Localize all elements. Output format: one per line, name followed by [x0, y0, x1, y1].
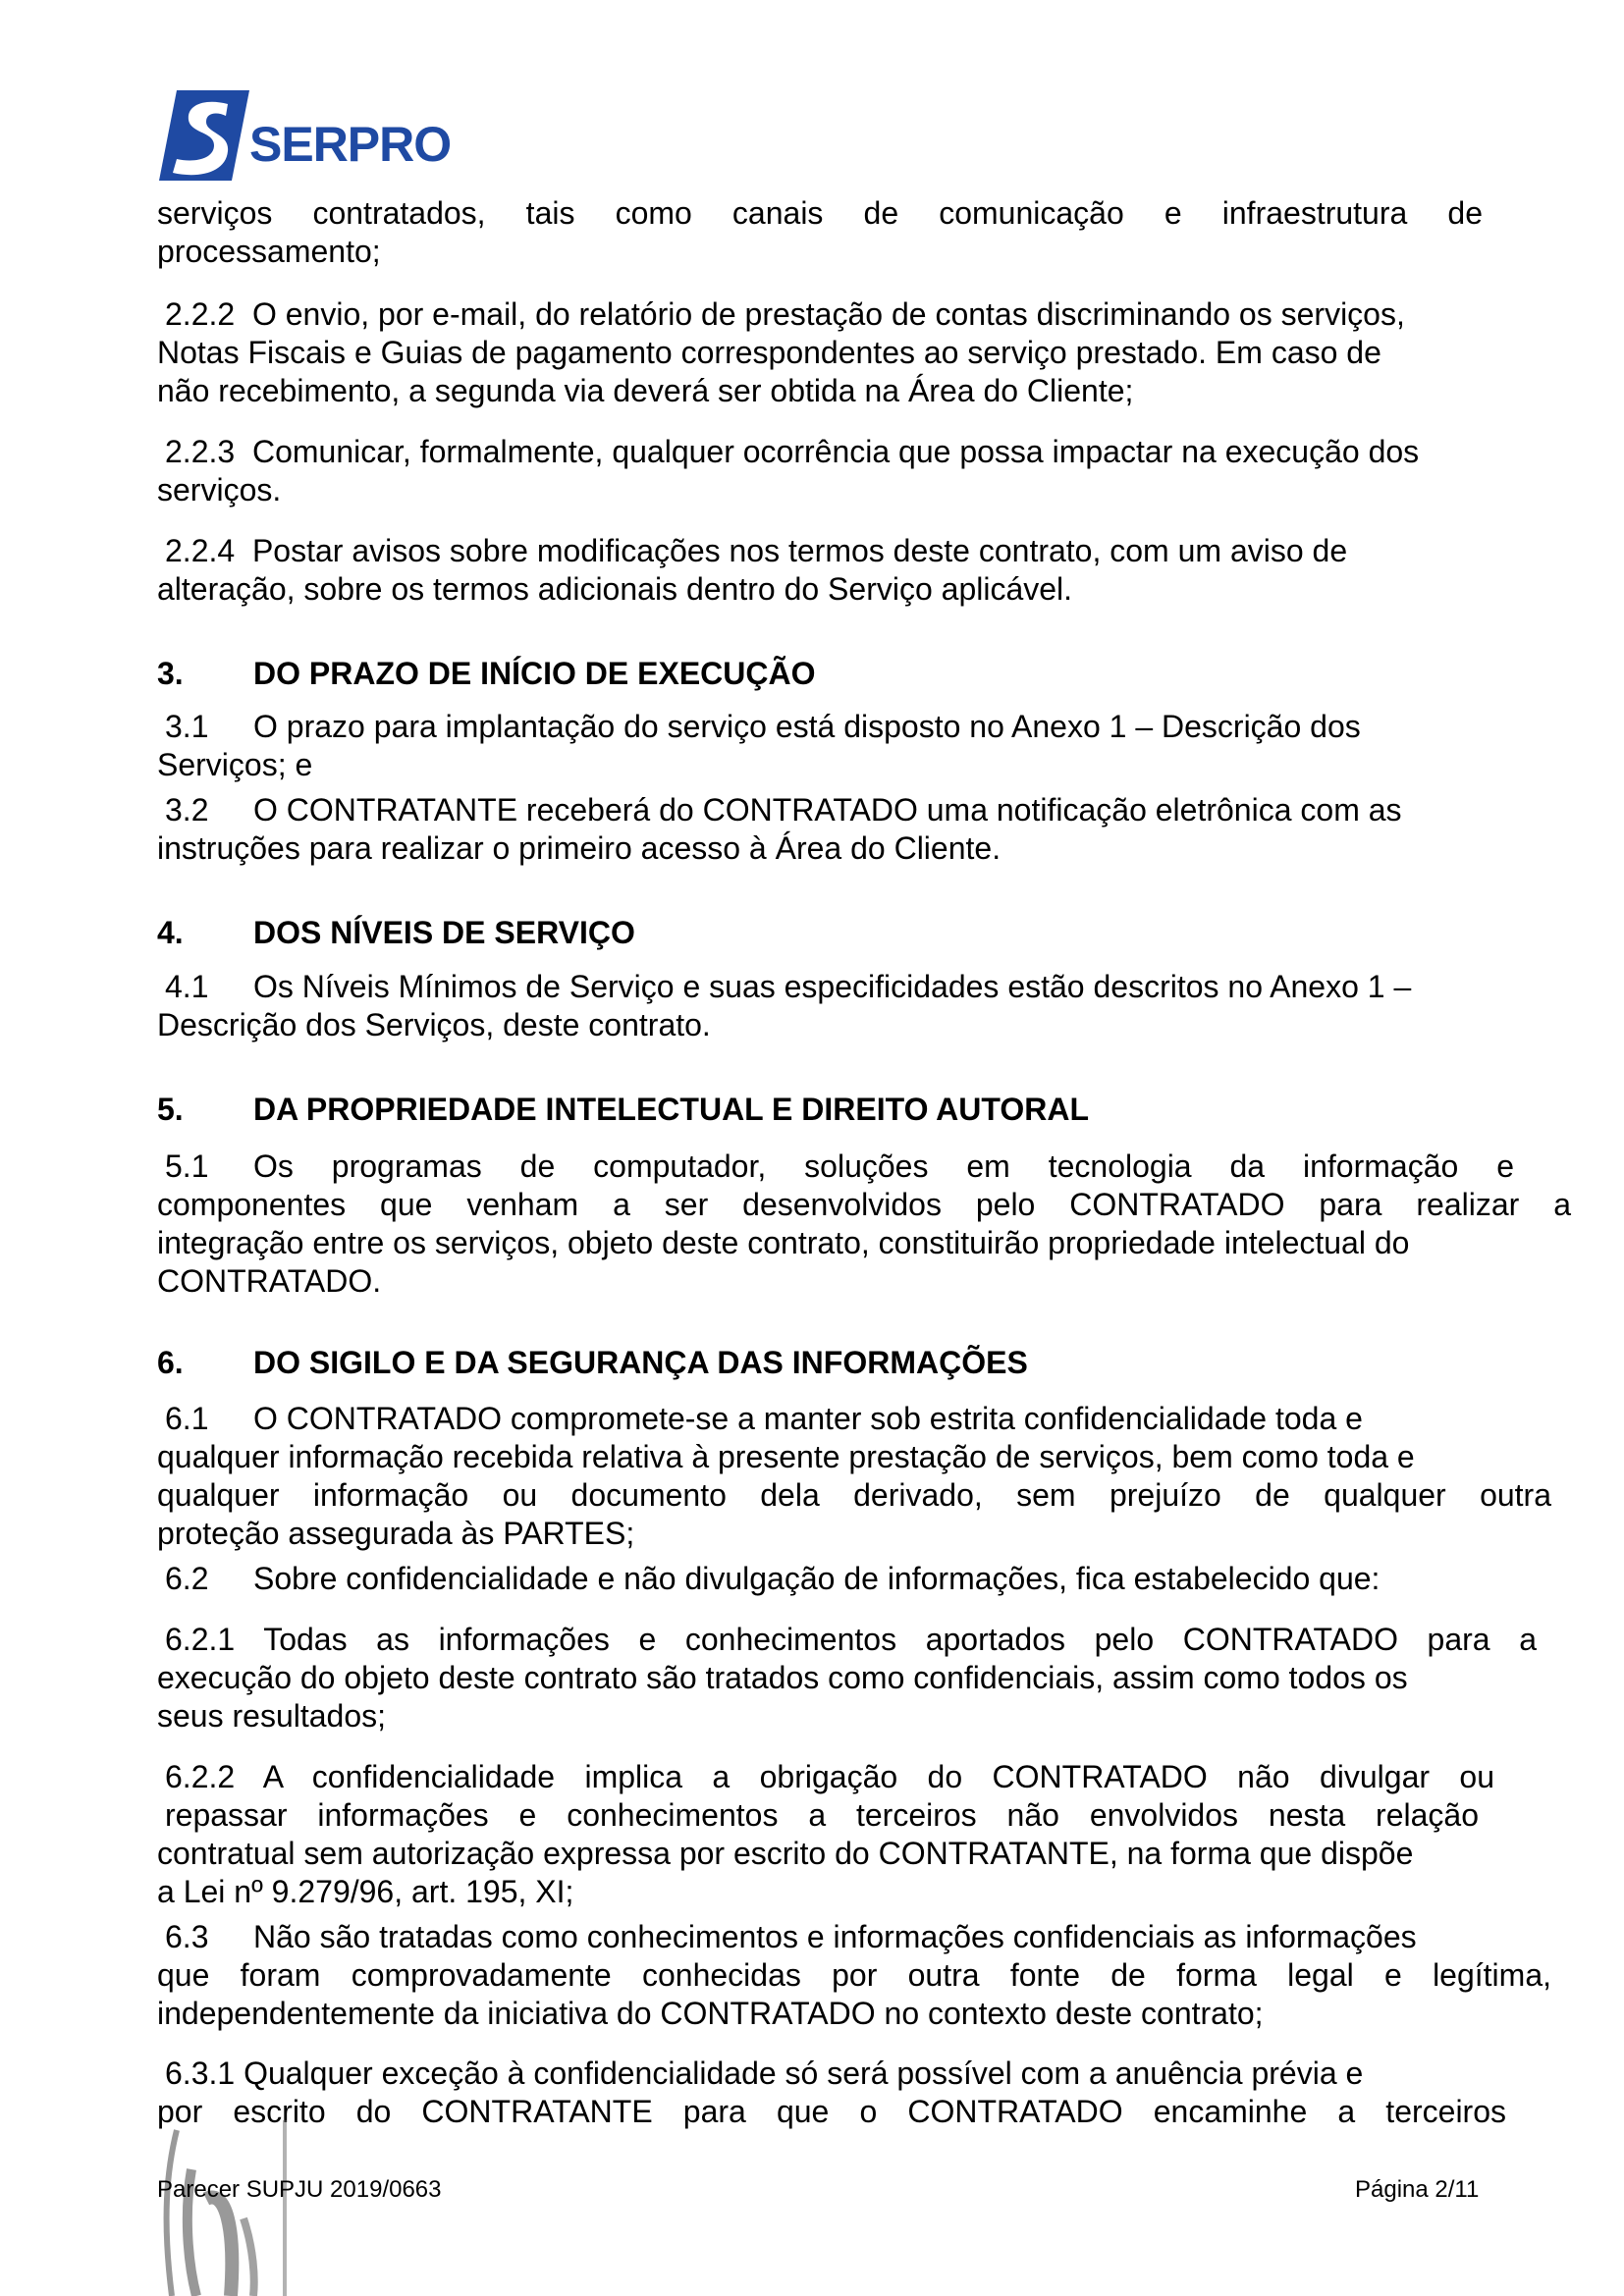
clause-5-1 — [165, 1147, 1514, 1186]
section-heading-5 — [157, 1090, 1483, 1129]
text-line: componentes que venham a ser desenvolvidos pelo CONTRATADO para realizar a — [157, 1187, 1571, 1222]
text-line: serviços. — [157, 472, 282, 507]
clause-number: 3.2 — [165, 792, 209, 828]
heading-number: 3. — [157, 656, 184, 691]
text-line: integração entre os serviços, objeto deste contrato, constituirão propriedade intelectual do — [157, 1225, 1410, 1260]
text-line: contratual sem autorização expressa por escrito do CONTRATANTE, na forma que dispõe — [157, 1836, 1414, 1871]
clause-text: O CONTRATADO compromete-se a manter sob estrita confidencialidade toda e — [253, 1401, 1363, 1436]
text-line: Descrição dos Serviços, deste contrato. — [157, 1007, 711, 1042]
clause-3-2 — [165, 790, 1490, 829]
heading-text: DO SIGILO E DA SEGURANÇA DAS INFORMAÇÕES — [253, 1345, 1028, 1380]
text-line: proteção assegurada às PARTES; — [157, 1516, 635, 1551]
text-line: execução do objeto deste contrato são tratados como confidenciais, assim como todos os — [157, 1660, 1408, 1695]
clause-number: 6.2 — [165, 1561, 209, 1596]
clause-text: Os Níveis Mínimos de Serviço e suas especificidades estão descritos no Anexo 1 – — [253, 969, 1412, 1004]
text-line: não recebimento, a segunda via deverá ser obtida na Área do Cliente; — [157, 373, 1134, 408]
clause-text: O envio, por e-mail, do relatório de prestação de contas discriminando os serviços, — [251, 296, 1405, 332]
clause-6-2-2: 6.2.2 A confidencialidade implica a obrigação do CONTRATADO não divulgar ou — [165, 1759, 1494, 1794]
text-line: Notas Fiscais e Guias de pagamento correspondentes ao serviço prestado. Em caso de — [157, 335, 1381, 370]
text-line: qualquer informação ou documento dela derivado, sem prejuízo de qualquer outra — [157, 1477, 1551, 1513]
heading-number: 5. — [157, 1092, 184, 1127]
text-line: independentemente da iniciativa do CONTRATADO no contexto deste contrato; — [157, 1996, 1264, 2031]
serpro-emblem-icon — [159, 90, 249, 181]
clause-6-3 — [165, 1917, 1490, 1956]
clause-text: O prazo para implantação do serviço está disposto no Anexo 1 – Descrição dos — [253, 709, 1361, 744]
clause-number: 5.1 — [165, 1148, 209, 1184]
page-number: Página 2/11 — [1355, 2176, 1480, 2203]
clause-number: 3.1 — [165, 709, 209, 744]
clause-text: Não são tratadas como conhecimentos e informações confidenciais as informações — [253, 1919, 1417, 1954]
text-line: que foram comprovadamente conhecidas por outra fonte de forma legal e legítima, — [157, 1957, 1551, 1993]
text-line: seus resultados; — [157, 1698, 387, 1734]
section-heading-4 — [157, 913, 1483, 952]
text-line: repassar informações e conhecimentos a terceiros não envolvidos nesta relação — [165, 1797, 1479, 1833]
clause-number: 4.1 — [165, 969, 209, 1004]
clause-text: Sobre confidencialidade e não divulgação de informações, fica estabelecido que: — [253, 1561, 1380, 1596]
text-line: serviços contratados, tais como canais de comunicação e infraestrutura de — [157, 195, 1483, 231]
clause-6-1 — [165, 1399, 1490, 1438]
text-line: alteração, sobre os termos adicionais dentro do Serviço aplicável. — [157, 571, 1073, 607]
text-line: instruções para realizar o primeiro acesso à Área do Cliente. — [157, 830, 1001, 866]
heading-number: 4. — [157, 915, 184, 950]
section-heading-6 — [157, 1343, 1483, 1382]
clause-6-2-1: 6.2.1 Todas as informações e conhecimentos aportados pelo CONTRATADO para a — [165, 1622, 1537, 1657]
clause-text: Os programas de computador, soluções em tecnologia da informação e — [253, 1148, 1514, 1184]
text-line: Serviços; e — [157, 747, 313, 782]
heading-text: DO PRAZO DE INÍCIO DE EXECUÇÃO — [253, 656, 816, 691]
clause-number: 6.3 — [165, 1919, 209, 1954]
logo-wordmark: SERPRO — [249, 117, 452, 172]
clause-text: Comunicar, formalmente, qualquer ocorrência que possa impactar na execução dos — [251, 434, 1420, 469]
clause-6-2 — [165, 1559, 1490, 1598]
clause-6-3-1: 6.3.1 Qualquer exceção à confidencialidade só será possível com a anuência prévia e — [165, 2056, 1364, 2091]
clause-2-2-3 — [165, 432, 1490, 471]
text-line: a Lei nº 9.279/96, art. 195, XI; — [157, 1874, 574, 1909]
footer-reference: Parecer SUPJU 2019/0663 — [157, 2176, 442, 2203]
text-line: CONTRATADO. — [157, 1263, 382, 1299]
text-line: processamento; — [157, 234, 381, 269]
clause-number: 6.1 — [165, 1401, 209, 1436]
clause-text: Postar avisos sobre modificações nos termos deste contrato, com um aviso de — [251, 533, 1348, 568]
clause-4-1 — [165, 967, 1490, 1006]
clause-number: 2.2.3 — [165, 434, 236, 469]
clause-number: 2.2.4 — [165, 533, 236, 568]
heading-number: 6. — [157, 1345, 184, 1380]
serpro-logo — [159, 90, 473, 181]
text-line: qualquer informação recebida relativa à presente prestação de serviços, bem como toda e — [157, 1439, 1415, 1474]
clause-2-2-4 — [165, 531, 1490, 570]
section-heading-3 — [157, 654, 1483, 693]
clause-text: O CONTRATANTE receberá do CONTRATADO uma notificação eletrônica com as — [253, 792, 1402, 828]
heading-text: DOS NÍVEIS DE SERVIÇO — [253, 915, 635, 950]
clause-number: 2.2.2 — [165, 296, 236, 332]
text-line: por escrito do CONTRATANTE para que o CONTRATADO encaminhe a terceiros — [157, 2094, 1506, 2129]
heading-text: DA PROPRIEDADE INTELECTUAL E DIREITO AUTORAL — [253, 1092, 1090, 1127]
clause-2-2-2 — [165, 294, 1490, 334]
clause-3-1 — [165, 707, 1490, 746]
